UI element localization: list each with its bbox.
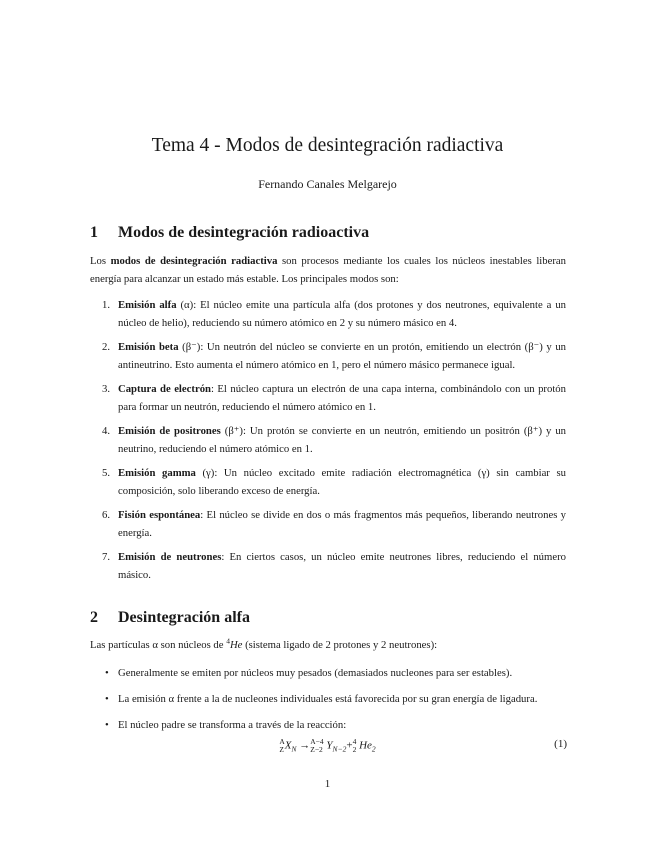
decay-mode-item xyxy=(90,506,566,542)
decay-mode-number: 6. xyxy=(102,509,111,521)
decay-mode-number: 5. xyxy=(102,467,111,479)
alpha-facts-list xyxy=(90,664,566,742)
decay-mode-number: 7. xyxy=(102,551,111,563)
page-number: 1 xyxy=(324,778,331,790)
decay-mode-text: : Un protón se convierte en un neutrón, emitiendo un positrón (β⁺) y un neutrino, reduciendo el número atómico en 1. xyxy=(118,425,567,455)
decay-mode-text: : En ciertos casos, un núcleo emite neutrones libres, reduciendo el número másico. xyxy=(118,551,566,581)
section-2-intro-prefix: Las partículas α son núcleos de xyxy=(90,639,227,651)
bullet-icon: • xyxy=(105,667,109,679)
decay-mode-text: : Un núcleo excitado emite radiación electromagnética (γ) sin cambiar su composición, solo liberando exceso de energía. xyxy=(118,467,566,497)
decay-mode-item xyxy=(90,548,566,584)
eq-y-sub: N−2 xyxy=(332,744,347,754)
decay-mode-number: 1. xyxy=(102,299,111,311)
eq-he-symbol: He xyxy=(359,739,372,752)
section-2-intro xyxy=(90,636,566,654)
decay-modes-list xyxy=(90,296,566,590)
decay-mode-item xyxy=(90,422,566,458)
eq-he-sub: 2 xyxy=(371,744,376,754)
eq-y-symbol: Y xyxy=(326,739,333,752)
section-1-number: 1 xyxy=(90,224,98,241)
decay-mode-text: : El núcleo emite una partícula alfa (dos protones y dos neutrones, equivalente a un núcleo de helio), reduciendo su número atómico en 2 y su número másico en 4. xyxy=(118,299,567,329)
document-author: Fernando Canales Melgarejo xyxy=(258,177,397,191)
decay-mode-term: Emisión de positrones xyxy=(118,425,221,437)
decay-mode-item xyxy=(90,464,566,500)
decay-mode-item xyxy=(90,296,566,332)
decay-mode-number: 4. xyxy=(102,425,111,437)
decay-mode-item xyxy=(90,380,566,416)
section-2-title: Desintegración alfa xyxy=(118,609,250,626)
decay-mode-symbol: (β⁻) xyxy=(182,341,201,353)
decay-mode-symbol: (β⁺) xyxy=(224,425,243,437)
decay-mode-term: Emisión alfa xyxy=(118,299,177,311)
decay-mode-text: : Un neutrón del núcleo se convierte en un protón, emitiendo un electrón (β⁻) y un antineutrino. Esto aumenta el número atómico en 1, pero el número másico permanece igual. xyxy=(118,341,567,371)
eq-x-sub: N xyxy=(291,744,297,754)
helium-symbol: He xyxy=(229,639,243,651)
decay-mode-number: 2. xyxy=(102,341,111,353)
decay-mode-symbol: (α) xyxy=(180,299,194,311)
eq-plus: + xyxy=(346,739,353,752)
eq-he-indices: 4 2 xyxy=(352,737,357,754)
decay-mode-text: : El núcleo se divide en dos o más fragmentos más pequeños, liberando neutrones y energía. xyxy=(118,509,566,539)
section-2-intro-suffix: (sistema ligado de 2 protones y 2 neutrones): xyxy=(242,639,438,651)
eq-x-symbol: X xyxy=(284,739,292,752)
section-1-heading xyxy=(90,223,369,243)
section-1-title: Modos de desintegración radioactiva xyxy=(118,224,370,241)
alpha-fact-item xyxy=(90,690,566,708)
decay-mode-item xyxy=(90,338,566,374)
section-1-intro xyxy=(90,252,566,288)
eq-x-indices: A Z xyxy=(279,737,285,754)
eq-arrow: → xyxy=(299,739,311,752)
intro-bold-term: modos de desintegración radiactiva xyxy=(110,255,278,267)
decay-mode-text: : El núcleo captura un electrón de una capa interna, combinándolo con un protón para formar un neutrón, reduciendo el número atómico en 1. xyxy=(118,383,566,413)
decay-mode-number: 3. xyxy=(102,383,111,395)
section-2-number: 2 xyxy=(90,609,98,626)
decay-mode-term: Emisión de neutrones xyxy=(118,551,222,563)
intro-suffix: son procesos mediante los cuales los núcleos inestables liberan energía para alcanzar un estado más estable. Los principales modos son: xyxy=(90,255,566,285)
equation-number: (1) xyxy=(554,738,567,750)
intro-prefix: Los xyxy=(90,255,111,267)
alpha-fact-text: La emisión α frente a la de nucleones individuales está favorecida por su gran energía de ligadura. xyxy=(118,693,538,705)
document-title: Tema 4 - Modos de desintegración radiactiva xyxy=(151,135,504,156)
alpha-fact-item xyxy=(90,716,566,734)
decay-mode-term: Captura de electrón xyxy=(118,383,211,395)
bullet-icon: • xyxy=(105,693,109,705)
decay-mode-term: Fisión espontánea xyxy=(118,509,201,521)
decay-mode-symbol: (γ) xyxy=(202,467,215,479)
alpha-fact-text: Generalmente se emiten por núcleos muy pesados (demasiados nucleones para ser estables). xyxy=(118,667,513,679)
alpha-fact-item xyxy=(90,664,566,682)
bullet-icon: • xyxy=(105,719,109,731)
alpha-fact-text: El núcleo padre se transforma a través de la reacción: xyxy=(118,719,347,731)
helium-mass-number: 4 xyxy=(226,636,230,646)
decay-mode-term: Emisión beta xyxy=(118,341,179,353)
eq-y-indices: A−4 Z−2 xyxy=(310,737,324,754)
decay-mode-term: Emisión gamma xyxy=(118,467,196,479)
section-2-heading xyxy=(90,608,250,628)
